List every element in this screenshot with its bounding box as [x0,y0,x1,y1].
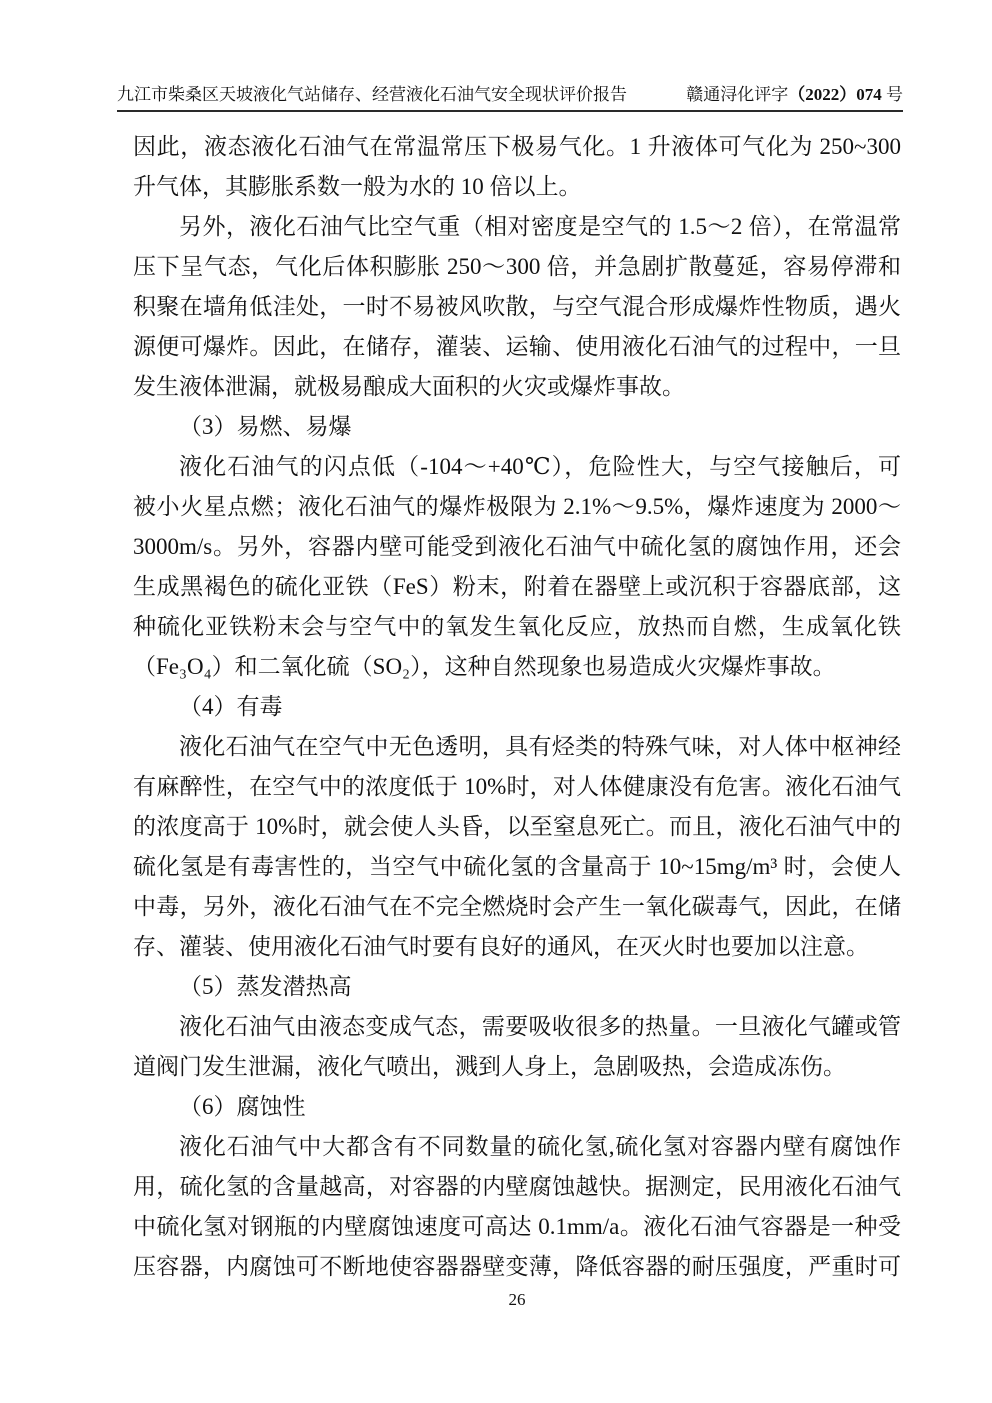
header-rule [117,110,903,112]
text-line: 液化石油气在空气中无色透明，具有烃类的特殊气味，对人体中枢神经 [179,734,901,759]
header-report-title: 九江市柴桑区天坡液化气站储存、经营液化石油气安全现状评价报告 [117,85,627,104]
text-line: 积聚在墙角低洼处，一时不易被风吹散，与空气混合形成爆炸性物质，遇火 [133,294,901,319]
text-line: 因此，液态液化石油气在常温常压下极易气化。1 升液体可气化为 250~300 [133,134,901,159]
text-line: 液化石油气中大都含有不同数量的硫化氢,硫化氢对容器内壁有腐蚀作 [179,1134,901,1159]
text-line: 液化石油气由液态变成气态，需要吸收很多的热量。一旦液化气罐或管 [179,1014,901,1039]
text-line: 源便可爆炸。因此，在储存，灌装、运输、使用液化石油气的过程中，一旦 [133,334,901,359]
text-line: 的浓度高于 10%时，就会使人头昏，以至窒息死亡。而且，液化石油气中的 [133,814,901,839]
section-heading: （6）腐蚀性 [179,1094,306,1119]
header-doc-number-code: （2022）074 [788,85,882,104]
text-line: 压容器，内腐蚀可不断地使容器器壁变薄，降低容器的耐压强度，严重时可 [133,1254,901,1279]
header-doc-number-prefix: 赣通浔化评字 [686,85,789,104]
text-line: 中硫化氢对钢瓶的内壁腐蚀速度可高达 0.1mm/a。液化石油气容器是一种受 [133,1214,901,1239]
text-line: 用，硫化氢的含量越高，对容器的内壁腐蚀越快。据测定，民用液化石油气 [133,1174,901,1199]
text-line: 生成黑褐色的硫化亚铁（FeS）粉末，附着在器壁上或沉积于容器底部，这 [133,574,901,599]
text-line: 3000m/s。另外，容器内壁可能受到液化石油气中硫化氢的腐蚀作用，还会 [133,534,901,559]
text-line: 压下呈气态，气化后体积膨胀 250～300 倍，并急剧扩散蔓延，容易停滞和 [133,254,901,279]
text-line: 道阀门发生泄漏，液化气喷出，溅到人身上，急剧吸热，会造成冻伤。 [133,1054,846,1079]
text-line: 发生液体泄漏，就极易酿成大面积的火灾或爆炸事故。 [133,374,685,399]
page-header [117,84,903,112]
text-line: 有麻醉性，在空气中的浓度低于 10%时，对人体健康没有危害。液化石油气 [133,774,901,799]
text-line: 另外，液化石油气比空气重（相对密度是空气的 1.5～2 倍），在常温常 [179,214,901,239]
text-line: 被小火星点燃；液化石油气的爆炸极限为 2.1%～9.5%，爆炸速度为 2000～ [133,494,901,519]
header-row [117,84,903,106]
text-line: 中毒，另外，液化石油气在不完全燃烧时会产生一氧化碳毒气，因此，在储 [133,894,901,919]
text-line: （Fe₃O₄）和二氧化硫（SO₂），这种自然现象也易造成火灾爆炸事故。 [133,654,836,679]
page-number: 26 [508,1290,526,1309]
text-line: 硫化氢是有毒害性的，当空气中硫化氢的含量高于 10~15mg/m³ 时，会使人 [133,854,901,879]
section-heading: （5）蒸发潜热高 [179,974,352,999]
section-heading: （3）易燃、易爆 [179,414,352,439]
header-doc-number [686,84,903,106]
text-line: 存、灌装、使用液化石油气时要有良好的通风，在灭火时也要加以注意。 [133,934,869,959]
text-line: 升气体，其膨胀系数一般为水的 10 倍以上。 [133,174,582,199]
text-line: 液化石油气的闪点低（-104～+40℃），危险性大，与空气接触后，可 [179,454,901,479]
page-footer [133,1288,901,1312]
section-heading: （4）有毒 [179,694,283,719]
header-doc-number-suffix: 号 [881,85,903,104]
text-line: 种硫化亚铁粉末会与空气中的氧发生氧化反应，放热而自燃，生成氧化铁 [133,614,901,639]
document-body [133,127,901,1287]
